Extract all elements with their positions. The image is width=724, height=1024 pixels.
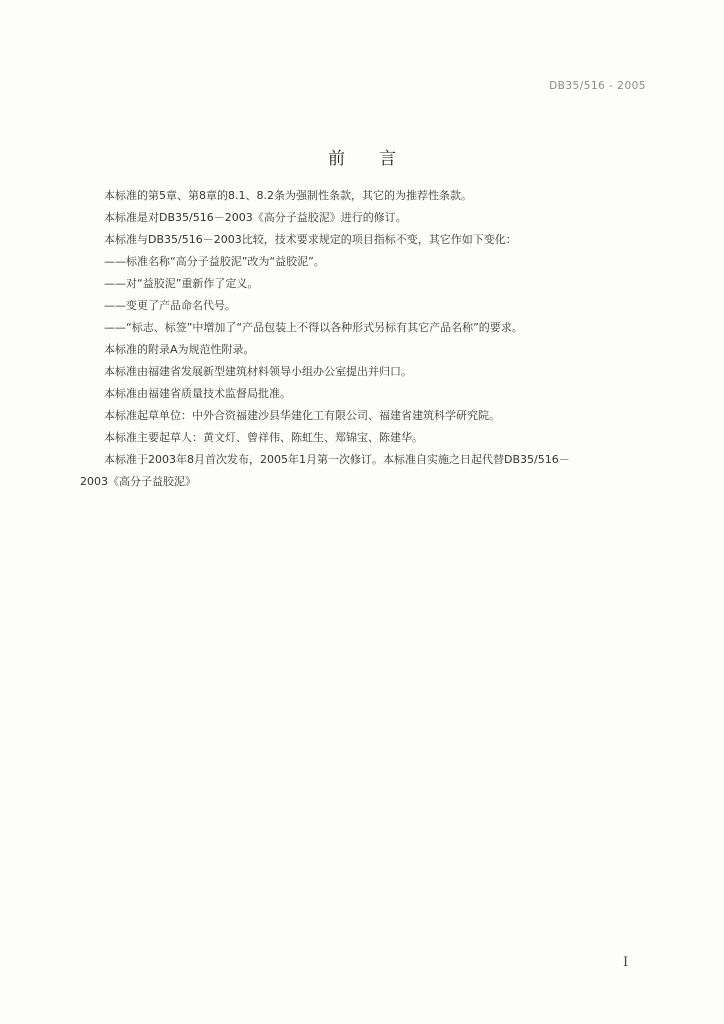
page-title: 前言 — [328, 149, 430, 169]
document-code: DB35/516 - 2005 — [549, 80, 646, 92]
foreword-body — [80, 185, 646, 493]
paragraph-proposer: 本标准由福建省发展新型建筑材料领导小组办公室提出并归口。 — [104, 365, 412, 378]
list-item-change-definition: ——对“益胶泥”重新作了定义。 — [104, 277, 259, 290]
list-item-change-label: ——“标志、标签”中增加了“产品包装上不得以各种形式另标有其它产品名称”的要求。 — [104, 321, 523, 334]
paragraph-revision-note: 本标准是对DB35/516－2003《高分子益胶泥》进行的修订。 — [104, 211, 407, 224]
page-number: I — [623, 955, 629, 970]
list-item-change-name: ——标准名称“高分子益胶泥”改为“益胶泥”。 — [104, 255, 325, 268]
paragraph-history-line2: 2003《高分子益胶泥》 — [80, 475, 196, 488]
paragraph-comparison: 本标准与DB35/516－2003比较，技术要求规定的项目指标不变，其它作如下变化： — [104, 233, 517, 246]
paragraph-mandatory-clauses: 本标准的第5章、第8章的8.1、8.2条为强制性条款，其它的为推荐性条款。 — [104, 189, 472, 202]
paragraph-drafters: 本标准主要起草人：黄文灯、曾祥伟、陈虹生、郑锦宝、陈建华。 — [104, 431, 423, 444]
paragraph-appendix: 本标准的附录A为规范性附录。 — [104, 343, 255, 356]
paragraph-drafting-units: 本标准起草单位：中外合资福建沙县华建化工有限公司、福建省建筑科学研究院。 — [104, 409, 500, 422]
paragraph-approver: 本标准由福建省质量技术监督局批准。 — [104, 387, 291, 400]
paragraph-history-line1: 本标准于2003年8月首次发布，2005年1月第一次修订。本标准自实施之日起代替DB35/516－ — [104, 453, 570, 466]
list-item-change-code: ——变更了产品命名代号。 — [104, 299, 236, 312]
